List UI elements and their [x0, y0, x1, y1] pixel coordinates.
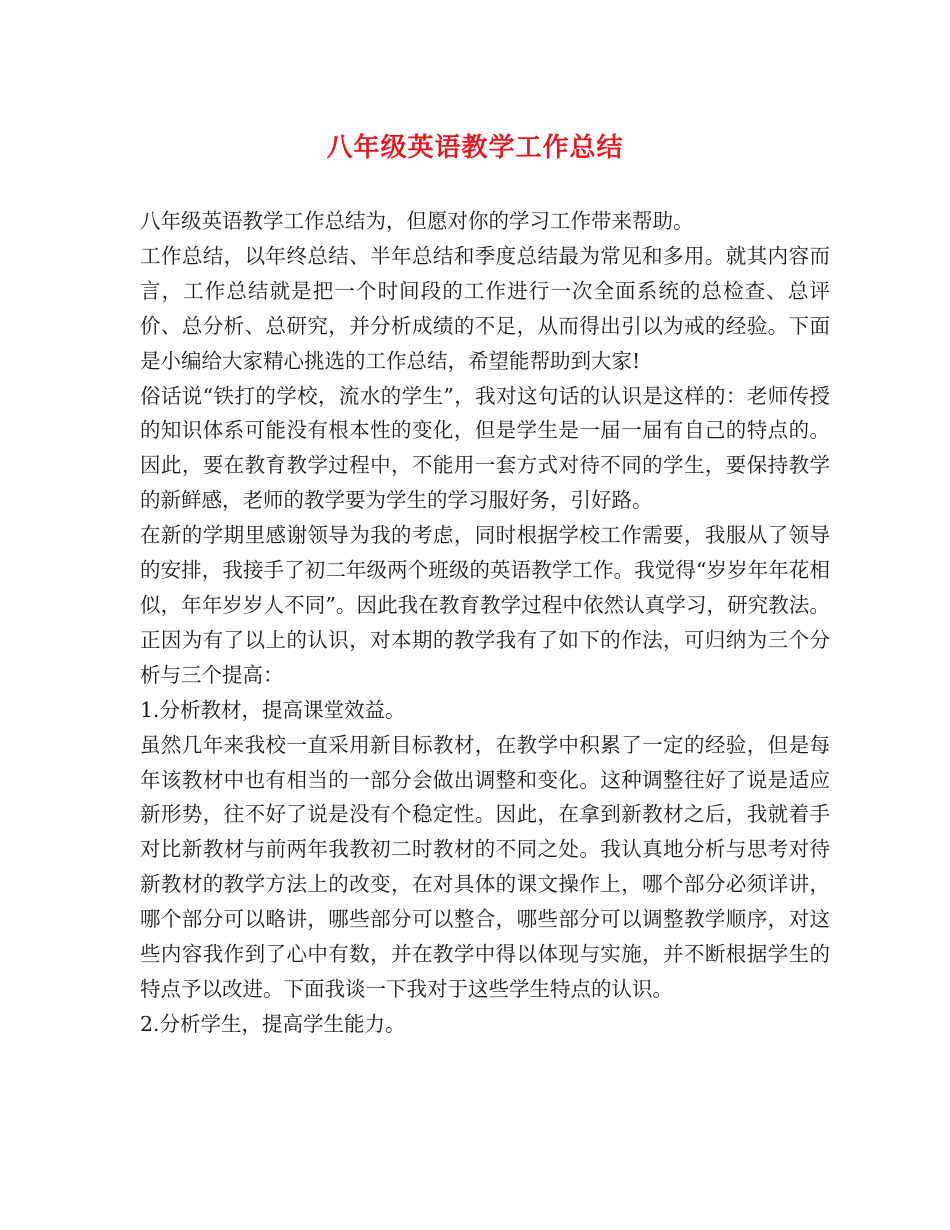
section-heading-analyze-students: 2.分析学生，提高学生能力。	[140, 1011, 406, 1036]
paragraph-intro: 八年级英语教学工作总结为，但愿对你的学习工作带来帮助。	[140, 209, 694, 233]
section-heading-analyze-textbook: 1.分析教材，提高课堂效益。	[140, 697, 406, 722]
document-body	[140, 204, 830, 1042]
paragraph-summary-definition: 工作总结，以年终总结、半年总结和季度总结最为常见和多用。就其内容而言，工作总结就是把一个时间段的工作进行一次全面系统的总检查、总评价、总分析、总研究，并分析成绩的不足，从而得出引以为戒的经验。下面是小编给大家精心挑选的工作总结，希望能帮助到大家!	[140, 243, 830, 373]
paragraph-saying: 俗话说“铁打的学校，流水的学生”，我对这句话的认识是这样的：老师传授的知识体系可能没有根本性的变化，但是学生是一届一届有自己的特点的。因此，要在教育教学过程中，不能用一套方式对待不同的学生，要保持教学的新鲜感，老师的教学要为学生的学习服好务，引好路。	[140, 383, 830, 513]
paragraph-new-semester: 在新的学期里感谢领导为我的考虑，同时根据学校工作需要，我服从了领导的安排，我接手了初二年级两个班级的英语教学工作。我觉得“岁岁年年花相似，年年岁岁人不同”。因此我在教育教学过程中依然认真学习，研究教法。正因为有了以上的认识，对本期的教学我有了如下的作法，可归纳为三个分析与三个提高：	[140, 523, 830, 687]
document-title: 八年级英语教学工作总结	[326, 133, 624, 163]
paragraph-textbook-analysis: 虽然几年来我校一直采用新目标教材，在教学中积累了一定的经验，但是每年该教材中也有相当的一部分会做出调整和变化。这种调整往好了说是适应新形势，往不好了说是没有个稳定性。因此，在拿到新教材之后，我就着手对比新教材与前两年我教初二时教材的不同之处。我认真地分析与思考对待新教材的教学方法上的改变，在对具体的课文操作上，哪个部分必须详讲，哪个部分可以略讲，哪些部分可以整合，哪些部分可以调整教学顺序，对这些内容我作到了心中有数，并在教学中得以体现与实施，并不断根据学生的特点予以改进。下面我谈一下我对于这些学生特点的认识。	[140, 732, 830, 1001]
